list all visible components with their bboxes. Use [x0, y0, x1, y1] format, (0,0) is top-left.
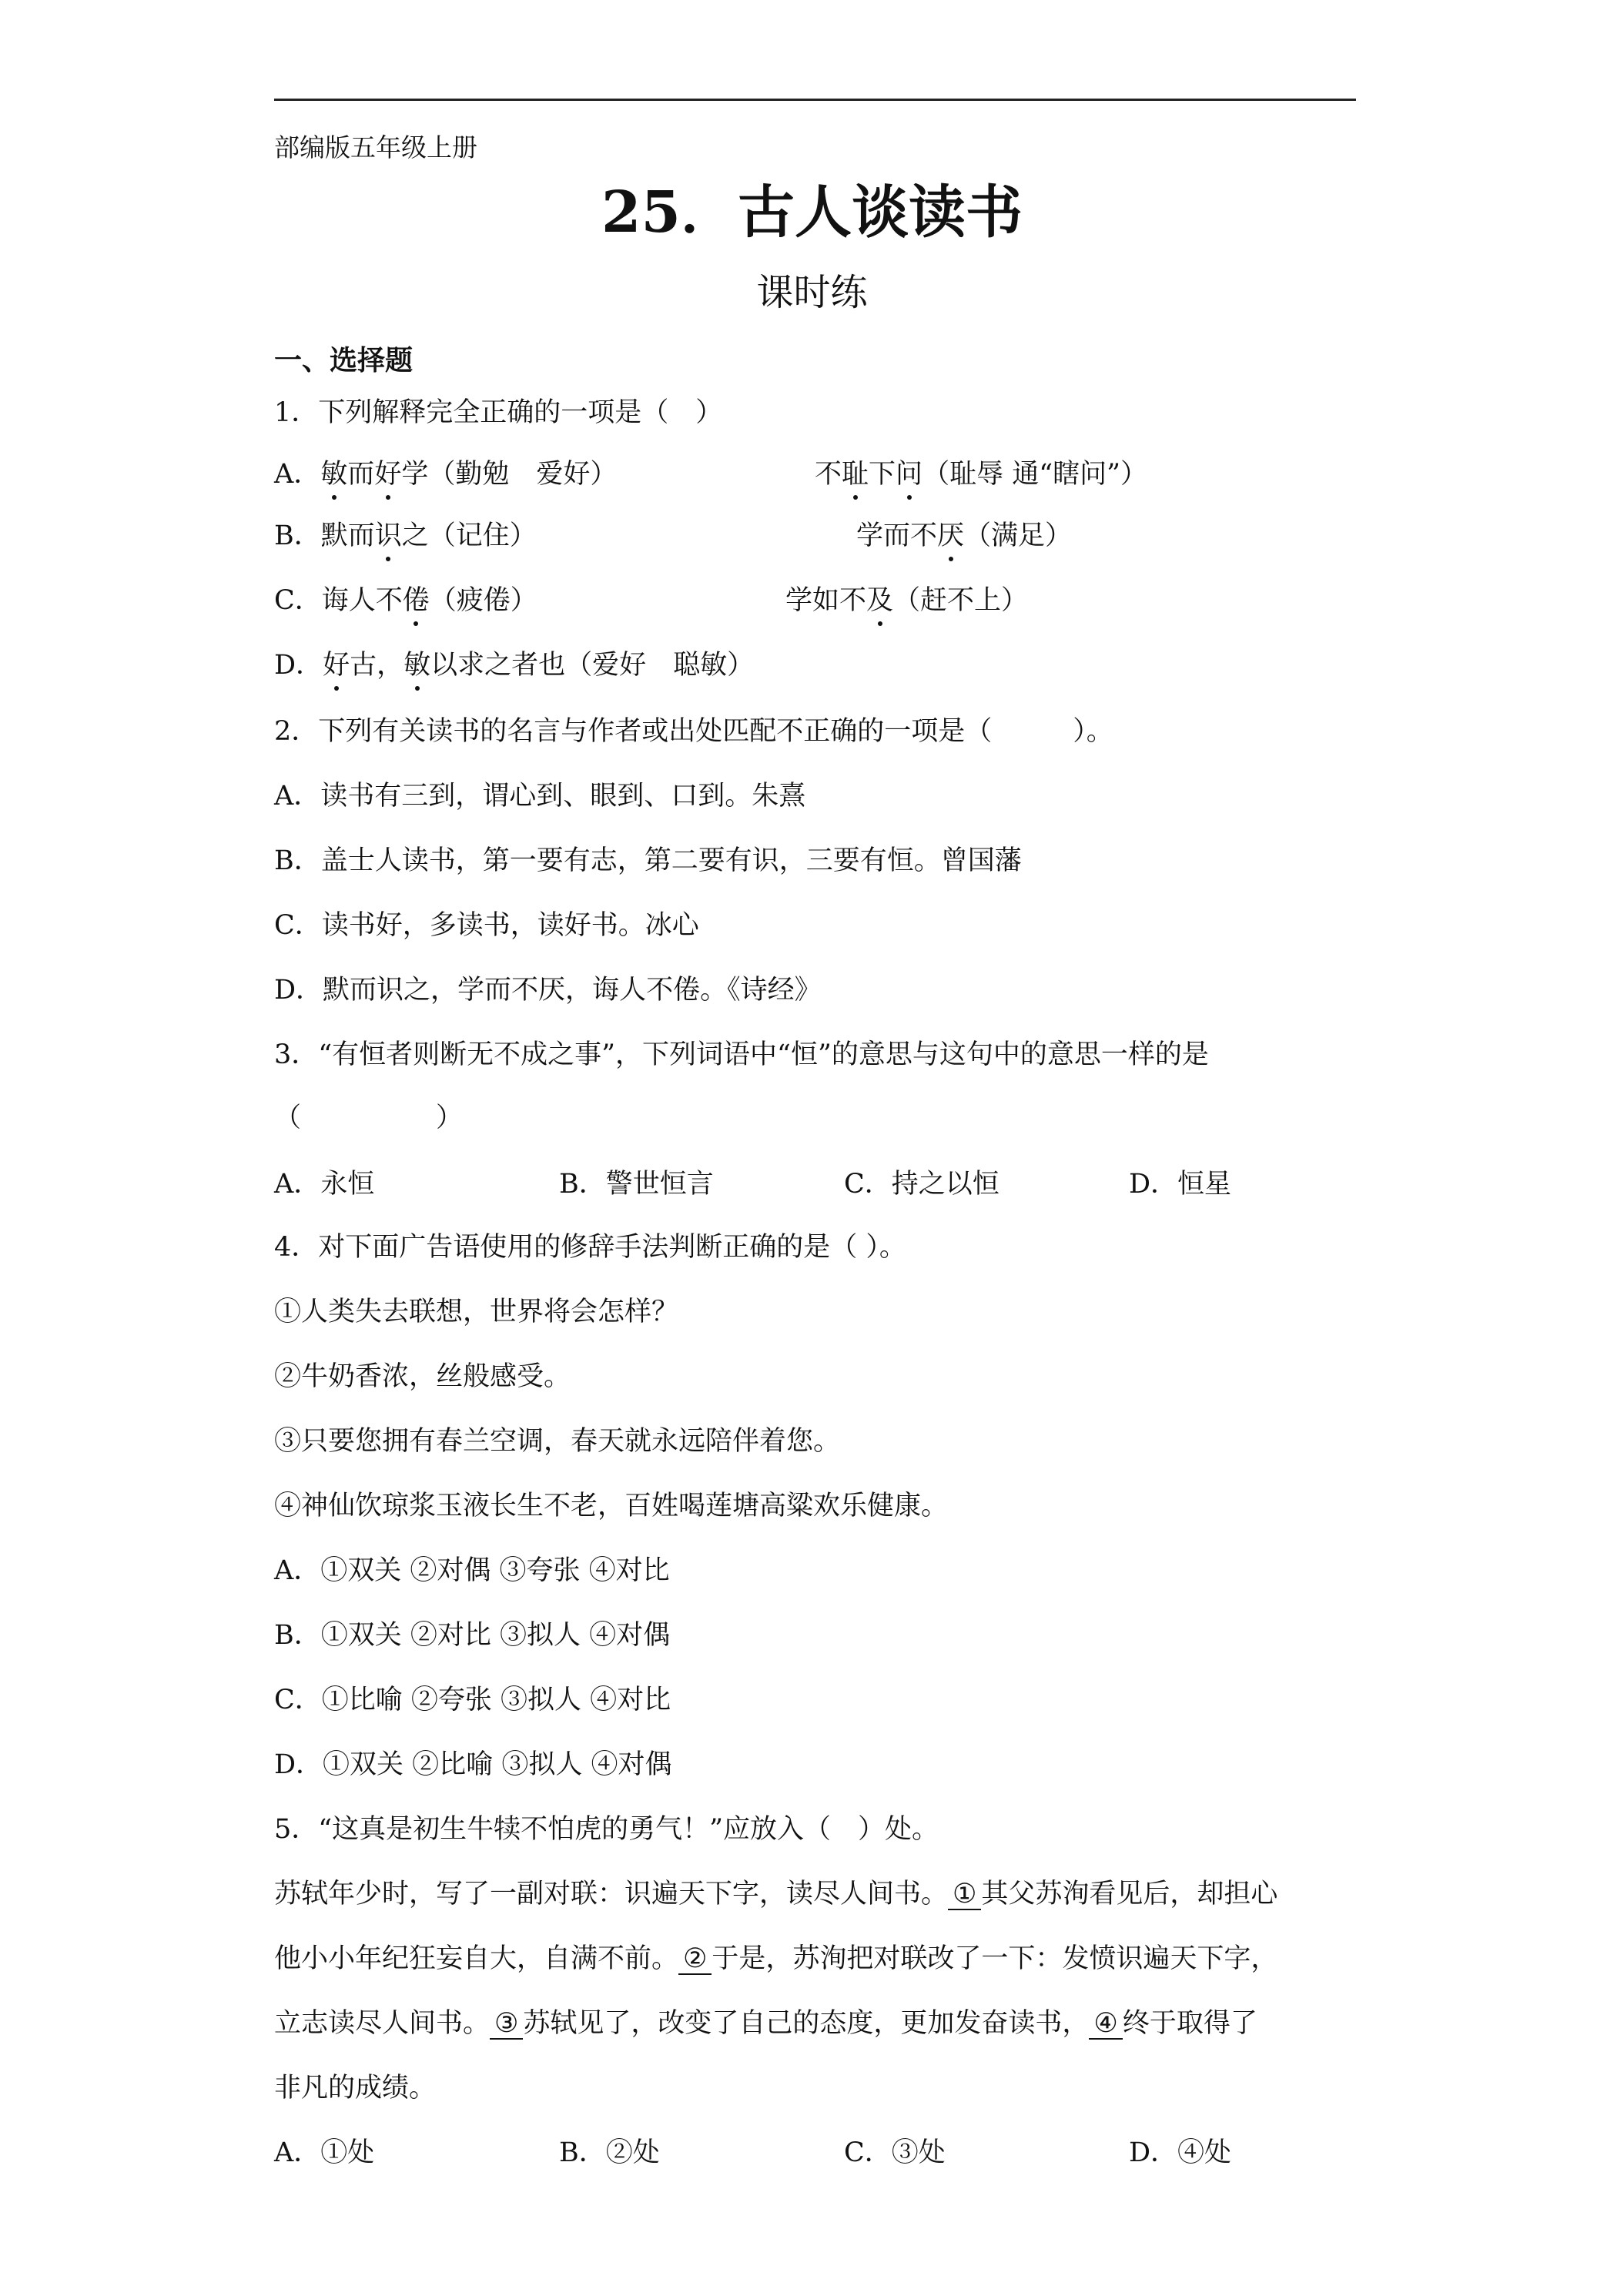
q4-option-b: B．①双关 ②对比 ③拟人 ④对偶: [274, 1620, 671, 1651]
q3-option-b: B．警世恒言: [559, 1169, 714, 1200]
q2-stem: 2．下列有关读书的名言与作者或出处匹配不正确的一项是（ ）。: [274, 716, 1113, 747]
q1-a-text: 而: [347, 459, 375, 490]
q1-a-right-text: 不: [815, 459, 842, 490]
q1-c-text: C．诲人不: [274, 585, 403, 616]
q5-passage-text: 于是，苏洵把对联改了一下：发愤识遍天下字，: [712, 1943, 1278, 1974]
q5-passage-text: 立志读尽人间书。: [274, 2008, 491, 2039]
q5-passage-text: 苏轼见了，改变了自己的态度，更加发奋读书，: [523, 2008, 1090, 2039]
q5-passage-line-1: [274, 1876, 1277, 1913]
q1-c-right-text: 学如不: [785, 585, 867, 616]
dotted-char: 问: [896, 456, 922, 493]
q1-b-right-text: （满足）: [964, 520, 1073, 551]
dotted-char: 敏: [320, 456, 347, 493]
q1-a-label: A．: [274, 459, 321, 490]
q2-option-b: B．盖士人读书，第一要有志，第二要有识，三要有恒。曾国藩: [274, 845, 1022, 876]
q1-option-a-right: [815, 456, 1147, 493]
q3-answer-paren: （ ）: [274, 1103, 464, 1133]
section-heading-choice: 一、选择题: [274, 344, 414, 377]
q4-option-a: A．①双关 ②对偶 ③夸张 ④对比: [274, 1555, 670, 1586]
q5-passage-line-3: [274, 2005, 1257, 2042]
dotted-char: 厌: [937, 517, 964, 554]
q2-option-d: D．默而识之，学而不厌，诲人不倦。《诗经》: [274, 975, 822, 1006]
q1-option-a-left: [274, 456, 617, 493]
q3-option-c: C．持之以恒: [844, 1169, 1000, 1200]
q1-b-right-text: 学而不: [856, 520, 938, 551]
q1-stem: 1．下列解释完全正确的一项是（ ）: [274, 397, 723, 428]
q5-passage-text: 其父苏洵看见后，却担心: [981, 1879, 1278, 1909]
dotted-char: 识: [375, 517, 402, 554]
q4-stem: 4．对下面广告语使用的修辞手法判断正确的是（ ）。: [274, 1232, 906, 1263]
textbook-label: 部编版五年级上册: [274, 132, 477, 162]
q1-a-right-text: 下: [869, 459, 896, 490]
q1-d-label: D．: [274, 650, 323, 681]
q3-option-d: D．恒星: [1129, 1169, 1232, 1200]
q1-a-right-text: （耻辱 通“瞎问”）: [922, 459, 1147, 490]
q5-stem: 5．“这真是初生牛犊不怕虎的勇气！”应放入（ ）处。: [274, 1814, 939, 1845]
q5-passage-text: 苏轼年少时，写了一副对联：识遍天下字，读尽人间书。: [274, 1879, 949, 1909]
lesson-title: 25．古人谈读书: [601, 179, 1023, 246]
blank-marker-1: ①: [948, 1879, 981, 1910]
q3-stem: 3．“有恒者则断无不成之事”，下列词语中“恒”的意思与这句中的意思一样的是: [274, 1039, 1209, 1070]
q5-option-c: C．③处: [844, 2137, 946, 2168]
q4-sentence-3: ③只要您拥有春兰空调，春天就永远陪伴着您。: [274, 1426, 841, 1457]
blank-marker-4: ④: [1089, 2009, 1122, 2040]
dotted-char: 耻: [842, 456, 869, 493]
q4-sentence-2: ②牛奶香浓，丝般感受。: [274, 1361, 571, 1392]
q4-sentence-4: ④神仙饮琼浆玉液长生不老，百姓喝莲塘高粱欢乐健康。: [274, 1491, 949, 1521]
q5-passage-text: 终于取得了: [1122, 2008, 1257, 2039]
q1-b-text: 之（记住）: [401, 520, 537, 551]
q3-option-a: A．永恒: [274, 1169, 375, 1200]
q1-option-b-right: [856, 517, 1072, 554]
header-rule: [274, 99, 1356, 101]
q1-b-text: B．默而: [274, 520, 375, 551]
q1-option-c-left: [274, 582, 537, 619]
dotted-char: 好: [323, 647, 350, 684]
q1-option-d: [274, 647, 754, 684]
q4-option-c: C．①比喻 ②夸张 ③拟人 ④对比: [274, 1685, 671, 1715]
q4-sentence-1: ①人类失去联想，世界将会怎样？: [274, 1297, 679, 1327]
q4-option-d: D．①双关 ②比喻 ③拟人 ④对偶: [274, 1749, 672, 1780]
q2-option-a: A．读书有三到，谓心到、眼到、口到。朱熹: [274, 781, 806, 812]
q1-a-text: 学（勤勉 爱好）: [401, 459, 618, 490]
blank-marker-3: ③: [490, 2009, 523, 2040]
q5-option-a: A．①处: [274, 2137, 375, 2168]
q1-d-text: 古，: [350, 650, 404, 681]
blank-marker-2: ②: [678, 1944, 712, 1975]
q1-c-text: （疲倦）: [429, 585, 537, 616]
q5-passage-line-2: [274, 1940, 1277, 1977]
dotted-char: 敏: [403, 647, 430, 684]
q1-option-b-left: [274, 517, 537, 554]
q2-option-c: C．读书好，多读书，读好书。冰心: [274, 910, 699, 941]
lesson-subtitle: 课时练: [756, 271, 868, 314]
q1-option-c-right: [785, 582, 1028, 619]
q1-d-text: 以求之者也（爱好 聪敏）: [430, 650, 755, 681]
dotted-char: 好: [374, 456, 401, 493]
dotted-char: 及: [866, 582, 893, 619]
q1-c-right-text: （赶不上）: [893, 585, 1029, 616]
q5-option-b: B．②处: [559, 2137, 660, 2168]
q5-option-d: D．④处: [1129, 2137, 1232, 2168]
q5-passage-line-4: 非凡的成绩。: [274, 2073, 437, 2104]
q5-passage-text: 他小小年纪狂妄自大，自满不前。: [274, 1943, 679, 1974]
dotted-char: 倦: [403, 582, 430, 619]
